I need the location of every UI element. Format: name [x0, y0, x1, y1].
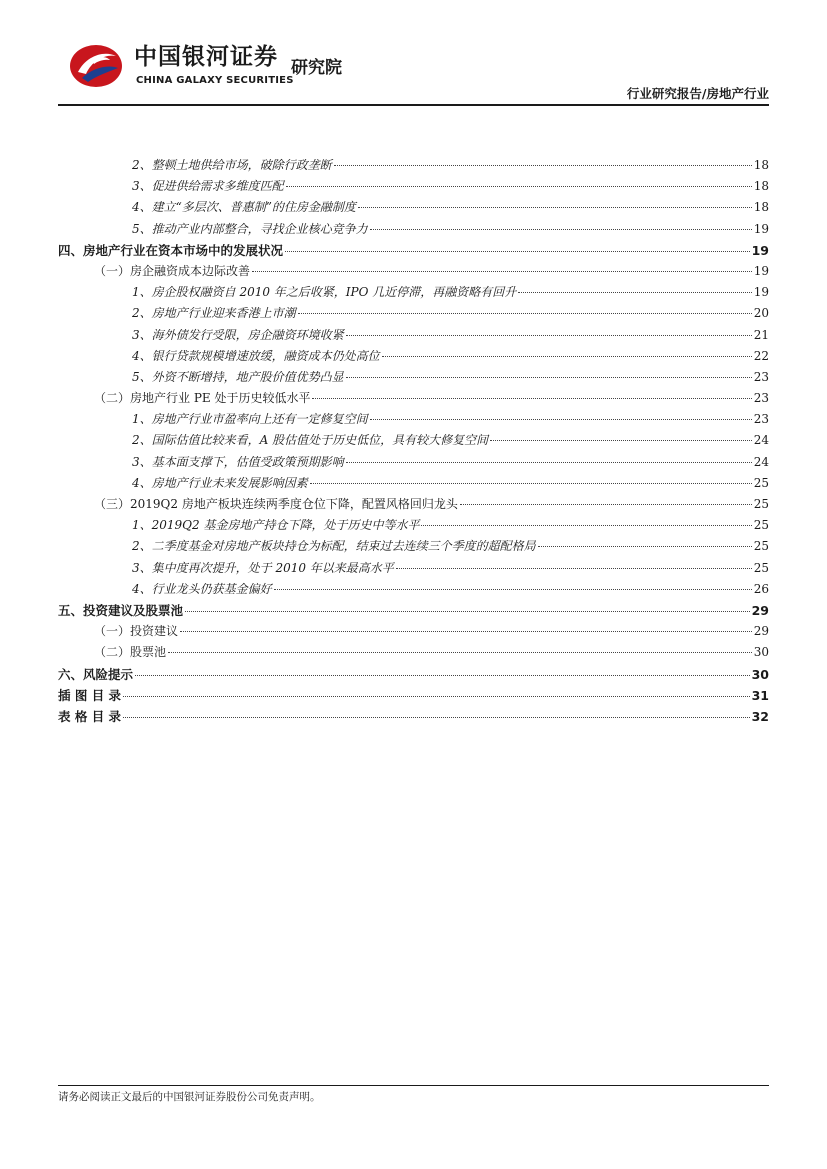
brand-name-en: CHINA GALAXY SECURITIES	[136, 75, 294, 86]
toc-entry-page: 23	[753, 412, 769, 427]
toc-entry-title: （三）2019Q2 房地产板块连续两季度仓位下降，配置风格回归龙头	[94, 497, 458, 511]
toc-leader-dots	[185, 603, 750, 612]
toc-entry[interactable]	[58, 494, 769, 515]
toc-entry[interactable]	[58, 219, 769, 240]
toc-leader-dots	[252, 263, 752, 272]
toc-entry[interactable]	[58, 240, 769, 261]
toc-entry-page: 32	[751, 708, 769, 724]
toc-entry-title: （二）股票池	[94, 645, 167, 660]
toc-entry-title: 五、投资建议及股票池	[58, 602, 184, 618]
toc-leader-dots	[538, 538, 752, 547]
toc-entry-page: 19	[751, 242, 769, 258]
toc-entry[interactable]	[58, 473, 769, 494]
toc-entry-page: 18	[753, 158, 769, 172]
toc-entry-page: 20	[753, 306, 769, 321]
toc-entry-title: 四、房地产行业在资本市场中的发展状况	[58, 242, 284, 258]
footer-disclaimer: 请务必阅读正文最后的中国银河证券股份公司免责声明。	[58, 1091, 321, 1103]
toc-entry-title: 3、海外债发行受限，房企融资环境收紧	[132, 327, 344, 342]
toc-entry-page: 18	[753, 200, 769, 215]
toc-entry-title: 5、外资不断增持，地产股价值优势凸显	[132, 369, 344, 384]
toc-entry[interactable]	[58, 536, 769, 557]
toc-entry-page: 25	[753, 539, 769, 554]
toc-entry-title: （一）房企融资成本边际改善	[94, 263, 251, 278]
brand-name-cn: 中国银河证券	[134, 44, 278, 70]
toc-leader-dots	[274, 581, 752, 590]
toc-leader-dots	[286, 178, 752, 187]
toc-entry[interactable]	[58, 430, 769, 451]
toc-leader-dots	[123, 709, 750, 718]
toc-entry[interactable]	[58, 303, 769, 324]
toc-entry-page: 19	[753, 221, 769, 236]
toc-entry-page: 25	[753, 475, 769, 490]
toc-leader-dots	[518, 284, 751, 293]
toc-entry-title: 1、房企股权融资自 2010 年之后收紧，IPO 几近停滞，再融资略有回升	[132, 285, 517, 300]
toc-entry-page: 29	[753, 624, 769, 639]
toc-leader-dots	[298, 305, 752, 314]
toc-entry[interactable]	[58, 346, 769, 367]
toc-entry-title: 2、整顿土地供给市场，破除行政垄断	[132, 158, 332, 172]
toc-entry-title: 3、促进供给需求多维度匹配	[132, 179, 284, 194]
toc-entry-page: 24	[753, 433, 769, 448]
toc-entry-page: 30	[751, 666, 769, 682]
toc-leader-dots	[460, 496, 752, 505]
toc-entry-title: 2、房地产行业迎来香港上市潮	[132, 306, 296, 321]
toc-entry-page: 29	[751, 602, 769, 618]
toc-entry-title: 2、国际估值比较来看，A 股估值处于历史低位，具有较大修复空间	[132, 433, 489, 448]
toc-leader-dots	[346, 369, 752, 378]
toc-entry-page: 26	[753, 581, 769, 596]
toc-entry-title: 表 格 目 录	[58, 708, 122, 724]
footer-divider	[58, 1085, 769, 1086]
toc-leader-dots	[421, 517, 751, 526]
toc-entry-page: 25	[753, 560, 769, 575]
toc-entry-page: 24	[753, 454, 769, 469]
toc-leader-dots	[396, 560, 752, 569]
toc-leader-dots	[168, 644, 752, 653]
toc-entry-title: 4、行业龙头仍获基金偏好	[132, 581, 272, 596]
toc-entry[interactable]	[58, 600, 769, 621]
toc-entry-title: 3、基本面支撑下，估值受政策预期影响	[132, 454, 344, 469]
toc-entry-page: 31	[751, 687, 769, 703]
toc-entry-title: 六、风险提示	[58, 666, 134, 682]
toc-entry[interactable]	[58, 367, 769, 388]
toc-leader-dots	[135, 667, 750, 676]
toc-entry[interactable]	[58, 685, 769, 706]
toc-leader-dots	[490, 432, 752, 441]
page-header	[0, 0, 827, 108]
toc-entry[interactable]	[58, 706, 769, 727]
toc-leader-dots	[370, 221, 752, 230]
toc-entry[interactable]	[58, 176, 769, 197]
toc-entry-page: 23	[753, 369, 769, 384]
toc-leader-dots	[346, 327, 752, 336]
toc-entry-page: 25	[753, 497, 769, 511]
toc-leader-dots	[358, 199, 752, 208]
toc-entry[interactable]	[58, 409, 769, 430]
toc-entry-title: （一）投资建议	[94, 624, 179, 639]
toc-entry-title: 1、2019Q2 基金房地产持仓下降，处于历史中等水平	[132, 518, 420, 533]
toc-entry-page: 18	[753, 179, 769, 194]
table-of-contents	[58, 155, 769, 727]
toc-entry-title: 4、建立“多层次、普惠制”的住房金融制度	[132, 200, 356, 215]
toc-entry-title: 插 图 目 录	[58, 687, 122, 703]
toc-entry[interactable]	[58, 197, 769, 218]
toc-entry-title: 3、集中度再次提升，处于 2010 年以来最高水平	[132, 560, 394, 575]
toc-entry[interactable]	[58, 579, 769, 600]
toc-leader-dots	[310, 475, 752, 484]
toc-entry-title: 2、二季度基金对房地产板块持仓为标配，结束过去连续三个季度的超配格局	[132, 539, 536, 554]
toc-leader-dots	[180, 623, 752, 632]
toc-leader-dots	[334, 157, 752, 166]
toc-entry-title: （二）房地产行业 PE 处于历史较低水平	[94, 391, 311, 406]
institute-label: 研究院	[291, 58, 342, 78]
toc-entry-page: 23	[753, 391, 769, 406]
toc-entry-title: 1、房地产行业市盈率向上还有一定修复空间	[132, 412, 368, 427]
toc-entry-title: 4、银行贷款规模增速放缓，融资成本仍处高位	[132, 348, 380, 363]
toc-entry[interactable]	[58, 282, 769, 303]
toc-entry[interactable]	[58, 452, 769, 473]
galaxy-logo-icon	[68, 42, 124, 90]
toc-entry[interactable]	[58, 558, 769, 579]
toc-entry-page: 22	[753, 348, 769, 363]
toc-entry[interactable]	[58, 325, 769, 346]
toc-entry[interactable]	[58, 642, 769, 663]
toc-entry-page: 19	[753, 285, 769, 300]
toc-leader-dots	[382, 348, 752, 357]
toc-entry[interactable]	[58, 621, 769, 642]
toc-entry-title: 4、房地产行业未来发展影响因素	[132, 475, 308, 490]
report-type: 行业研究报告/房地产行业	[626, 86, 769, 101]
toc-entry-page: 30	[753, 645, 769, 660]
toc-entry[interactable]	[58, 388, 769, 409]
toc-leader-dots	[346, 454, 752, 463]
toc-leader-dots	[123, 688, 750, 697]
toc-entry[interactable]	[58, 261, 769, 282]
toc-entry-page: 25	[753, 518, 769, 533]
toc-entry[interactable]	[58, 664, 769, 685]
header-divider	[58, 104, 769, 106]
toc-entry[interactable]	[58, 155, 769, 176]
toc-entry-page: 21	[753, 327, 769, 342]
toc-entry-title: 5、推动产业内部整合，寻找企业核心竞争力	[132, 221, 368, 236]
toc-leader-dots	[285, 243, 750, 252]
toc-entry-page: 19	[753, 263, 769, 278]
toc-leader-dots	[312, 390, 751, 399]
toc-entry[interactable]	[58, 515, 769, 536]
toc-leader-dots	[370, 411, 752, 420]
